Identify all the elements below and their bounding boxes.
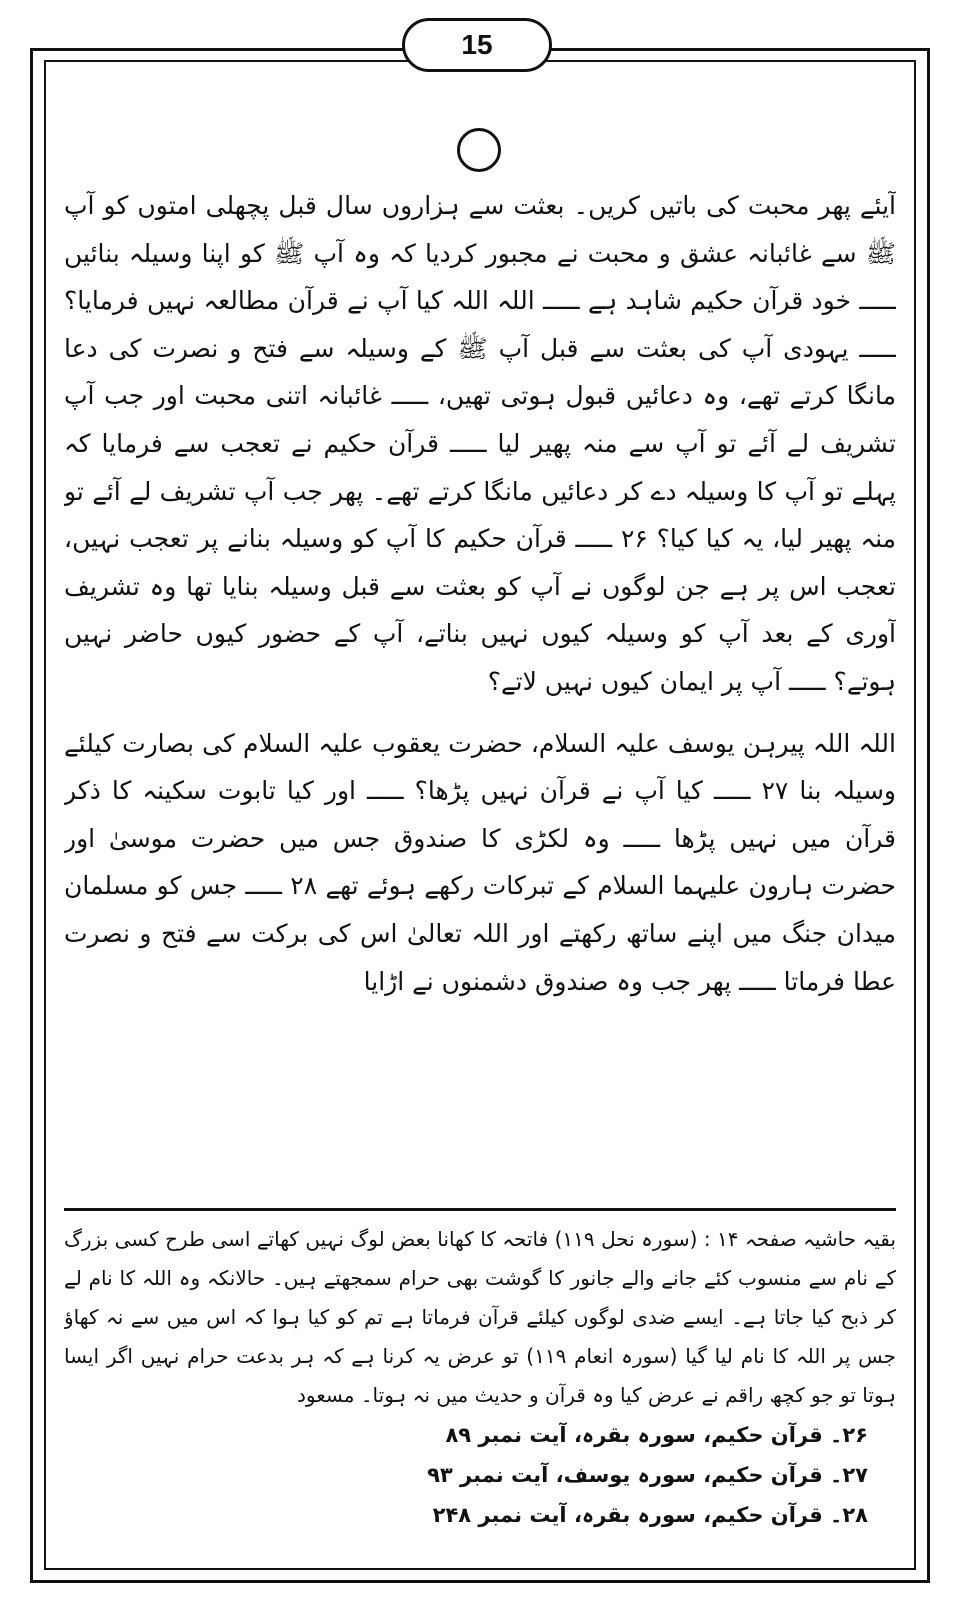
footnotes bbox=[64, 1220, 896, 1560]
circle-ornament-icon bbox=[457, 128, 501, 172]
main-text bbox=[64, 182, 896, 1212]
reference-list bbox=[64, 1415, 896, 1535]
footnote-continuation: بقیہ حاشیہ صفحہ ۱۴ : (سورہ نحل ۱۱۹) فاتحہ کا کھانا بعض لوگ نہیں کھاتے اسی طرح کسی بزرگ کے نام سے منسوب کئے جانے والے جانور کا گوشت بھی حرام سمجھتے ہیں۔ حالانکہ وہ اللہ کا نام لے کر ذبح کیا جاتا ہے۔ ایسے ضدی لوگوں کیلئے قرآن فرماتا ہے تم کو کیا ہوا کہ اس میں سے نہ کھاؤ جس پر اللہ کا نام لیا گیا (سورہ انعام ۱۱۹) تو عرض یہ کرنا ہے کہ ہر بدعت حرام نہیں اگر ایسا ہوتا تو جو کچھ راقم نے عرض کیا وہ قرآن و حدیث میں نہ ہوتا۔ مسعود bbox=[64, 1227, 896, 1407]
footnote-separator bbox=[64, 1208, 896, 1211]
reference-item: ۲۷۔ قرآن حکیم، سورہ یوسف، آیت نمبر ۹۳ bbox=[427, 1463, 868, 1487]
page-number: 15 bbox=[402, 18, 552, 72]
main-paragraph-1: آیئے پھر محبت کی باتیں کریں۔ بعثت سے ہزاروں سال قبل پچھلی امتوں کو آپ ﷺ سے غائبانہ عشق و محبت نے مجبور کردیا کہ وہ آپ ﷺ کو اپنا وسیلہ بنائیں ـــــ خود قرآن حکیم شاہد ہے ـــــ اللہ اللہ کیا آپ نے قرآن مطالعہ نہیں فرمایا؟ ـــــ یہودی آپ کی بعثت سے قبل آپ ﷺ کے وسیلہ سے فتح و نصرت کی دعا مانگا کرتے تھے، وہ دعائیں قبول ہوتی تھیں، ـــــ غائبانہ اتنی محبت اور جب آپ تشریف لے آئے تو آپ سے منہ پھیر لیا ـــــ قرآن حکیم نے تعجب سے فرمایا کہ پہلے تو آپ کا وسیلہ دے کر دعائیں مانگا کرتے تھے۔ پھر جب آپ تشریف لے آئے تو منہ پھیر لیا، یہ کیا کیا؟ ۲۶ ـــــ قرآن حکیم کا آپ کو وسیلہ بنانے پر تعجب نہیں، تعجب اس پر ہے جن لوگوں نے آپ کو بعثت سے قبل وسیلہ بنایا تھا وہ تشریف آوری کے بعد آپ کو وسیلہ کیوں نہیں بناتے، آپ کے حضور کیوں حاضر نہیں ہوتے؟ ـــــ آپ پر ایمان کیوں نہیں لاتے؟ bbox=[64, 191, 896, 696]
main-paragraph-2: اللہ اللہ پیرہن یوسف علیہ السلام، حضرت یعقوب علیہ السلام کی بصارت کیلئے وسیلہ بنا ۲۷ ـــــ کیا آپ نے قرآن نہیں پڑھا؟ ـــــ اور کیا تابوت سکینہ کا ذکر قرآن میں نہیں پڑھا ـــــ وہ لکڑی کا صندوق جس میں حضرت موسیٰ اور حضرت ہارون علیہما السلام کے تبرکات رکھے ہوئے تھے ۲۸ ـــــ جس کو مسلمان میدان جنگ میں اپنے ساتھ رکھتے اور اللہ تعالیٰ اس کی برکت سے فتح و نصرت عطا فرماتا ـــــ پھر جب وہ صندوق دشمنوں نے اڑایا bbox=[64, 728, 896, 996]
reference-item: ۲۶۔ قرآن حکیم، سورہ بقرہ، آیت نمبر ۸۹ bbox=[445, 1423, 868, 1447]
reference-item: ۲۸۔ قرآن حکیم، سورہ بقرہ، آیت نمبر ۲۴۸ bbox=[432, 1503, 868, 1527]
